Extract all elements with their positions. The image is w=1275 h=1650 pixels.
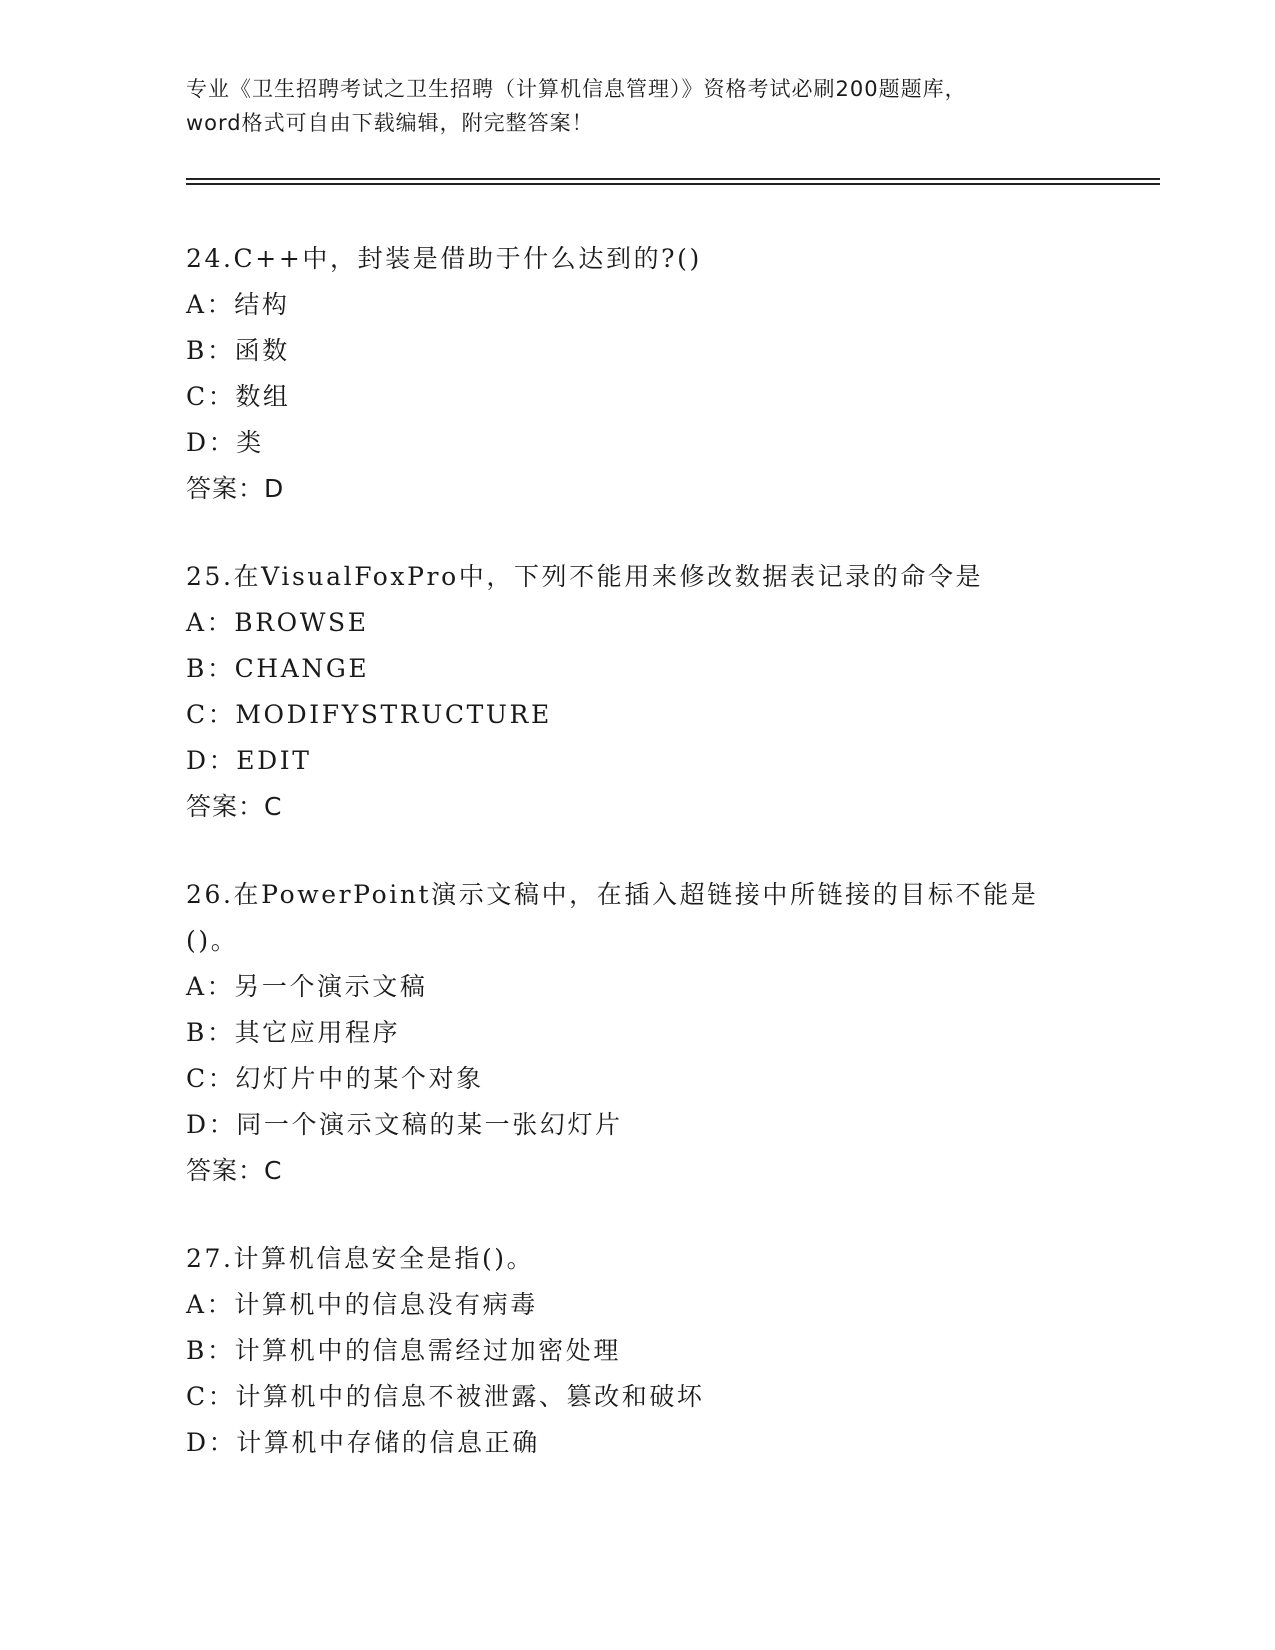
option-d: D：EDIT — [186, 746, 312, 775]
option-b: B：计算机中的信息需经过加密处理 — [186, 1336, 621, 1365]
option-a: A：结构 — [186, 290, 290, 319]
question-stem: 26.在PowerPoint演示文稿中，在插入超链接中所链接的目标不能是()。 — [186, 880, 1039, 955]
answer-line: 答案：C — [186, 1156, 283, 1185]
option-a: A：BROWSE — [186, 608, 369, 637]
header-divider-top — [186, 178, 1160, 180]
option-a: A：计算机中的信息没有病毒 — [186, 1290, 538, 1319]
header-line-1: 专业《卫生招聘考试之卫生招聘（计算机信息管理）》资格考试必刷200题题库， — [186, 77, 967, 101]
header-divider-bottom — [186, 183, 1160, 185]
option-d: D：同一个演示文稿的某一张幻灯片 — [186, 1110, 623, 1139]
answer-line: 答案：D — [186, 474, 285, 503]
option-c: C：计算机中的信息不被泄露、篡改和破坏 — [186, 1382, 705, 1411]
question-list — [186, 236, 1086, 1508]
option-b: B：CHANGE — [186, 654, 370, 683]
question-27 — [186, 1236, 1086, 1466]
option-c: C：MODIFYSTRUCTURE — [186, 700, 552, 729]
answer-line: 答案：C — [186, 792, 283, 821]
option-b: B：其它应用程序 — [186, 1018, 401, 1047]
option-c: C：幻灯片中的某个对象 — [186, 1064, 484, 1093]
document-header — [186, 72, 1086, 140]
header-line-2: word格式可自由下载编辑，附完整答案！ — [186, 111, 594, 135]
question-25 — [186, 554, 1086, 830]
question-26 — [186, 872, 1086, 1194]
option-a: A：另一个演示文稿 — [186, 972, 428, 1001]
option-b: B：函数 — [186, 336, 290, 365]
option-d: D：计算机中存储的信息正确 — [186, 1428, 540, 1457]
question-stem: 24.C++中，封装是借助于什么达到的?() — [186, 244, 702, 273]
option-c: C：数组 — [186, 382, 291, 411]
question-24 — [186, 236, 1086, 512]
question-stem: 27.计算机信息安全是指()。 — [186, 1244, 535, 1273]
option-d: D：类 — [186, 428, 264, 457]
question-stem: 25.在VisualFoxPro中，下列不能用来修改数据表记录的命令是 — [186, 562, 984, 591]
